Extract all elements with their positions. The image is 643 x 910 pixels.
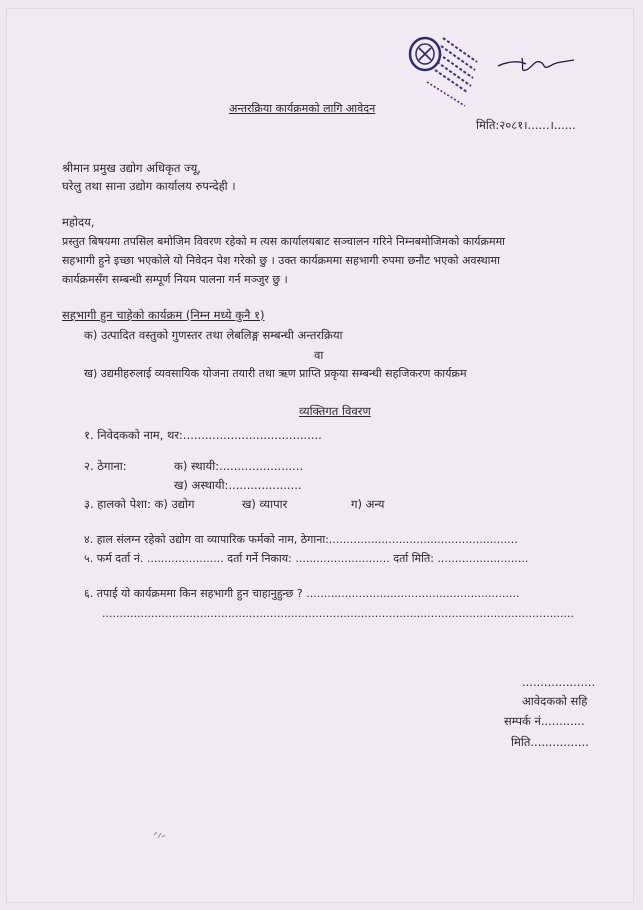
field-occupation-other: ग) अन्य: [351, 497, 385, 511]
body-line-2: सहभागी हुने इच्छा भएकोले यो निवेदन पेश गरेको छु । उक्त कार्यक्रममा सहभागी रुपमा छनौट भएको अवस्थामा: [62, 254, 500, 267]
addressee-line-1: श्रीमान प्रमुख उद्योग अधिकृत ज्यू,: [62, 161, 201, 175]
salutation: महोदय,: [62, 215, 95, 229]
field-occupation-label: ३. हालको पेशा: क) उद्योग: [84, 497, 195, 511]
field-address-label: २. ठेगाना:: [84, 459, 127, 473]
document-title: अन्तरक्रिया कार्यक्रमको लागि आवेदन: [229, 102, 376, 115]
body-line-3: कार्यक्रमसँग सम्बन्धी सम्पूर्ण नियम पालना गर्न मञ्जुर छु ।: [62, 273, 288, 286]
field-participation-reason: ६. तपाई यो कार्यक्रममा किन सहभागी हुन चाहानुहुन्छ ? .............................................................: [84, 587, 520, 600]
program-or: वा: [314, 348, 324, 362]
paper-speck-mark: [151, 826, 169, 844]
document-page: [6, 8, 634, 903]
handwritten-signature: [496, 52, 576, 76]
personal-details-heading: व्यक्तिगत विवरण: [299, 404, 371, 418]
body-line-1: प्रस्तुत बिषयमा तपसिल बमोजिम विवरण रहेको म त्यस कार्यालयबाट सञ्चालन गरिने निम्नबमोजिमको कार्यक्रममा: [62, 235, 506, 248]
office-seal-stamp: [407, 32, 485, 110]
signature-date-field: मिति................: [511, 735, 589, 749]
field-address-temporary: ख) अस्थायी:....................: [174, 478, 302, 492]
field-participation-reason-line-2: .......................................................................................................................................: [102, 607, 575, 620]
program-option-a: क) उत्पादित वस्तुको गुणस्तर तथा लेबलिङ्ग सम्बन्धी अन्तरक्रिया: [84, 328, 343, 342]
addressee-line-2: घरेलु तथा साना उद्योग कार्यालय रुपन्देही ।: [62, 179, 236, 193]
field-address-permanent: क) स्थायी:.......................: [174, 459, 304, 473]
field-firm-name-address: ४. हाल संलग्न रहेको उद्योग वा व्यापारिक फर्मको नाम, ठेगाना:......................................................: [84, 533, 518, 546]
field-occupation-trade: ख) व्यापार: [242, 497, 288, 511]
signature-line: ....................: [522, 675, 596, 689]
date-line: मिति:२०८१।......।......: [476, 118, 576, 132]
field-applicant-name: १. निवेदकको नाम, थर:......................................: [84, 428, 322, 442]
program-heading: सहभागी हुन चाहेको कार्यक्रम (निम्न मध्ये कुनै १): [62, 308, 265, 322]
program-option-b: ख) उद्यमीहरुलाई व्यवसायिक योजना तयारी तथा ऋण प्राप्ति प्रकृया सम्बन्धी सहजिकरण कार्यक्रम: [84, 367, 467, 380]
signature-label: आवेदकको सहि: [522, 694, 588, 708]
field-firm-registration: ५. फर्म दर्ता नं. ...................... दर्ता गर्ने निकाय: ........................... दर्ता मिति: ..........................: [84, 552, 529, 565]
contact-number-field: सम्पर्क नं............: [504, 714, 585, 728]
